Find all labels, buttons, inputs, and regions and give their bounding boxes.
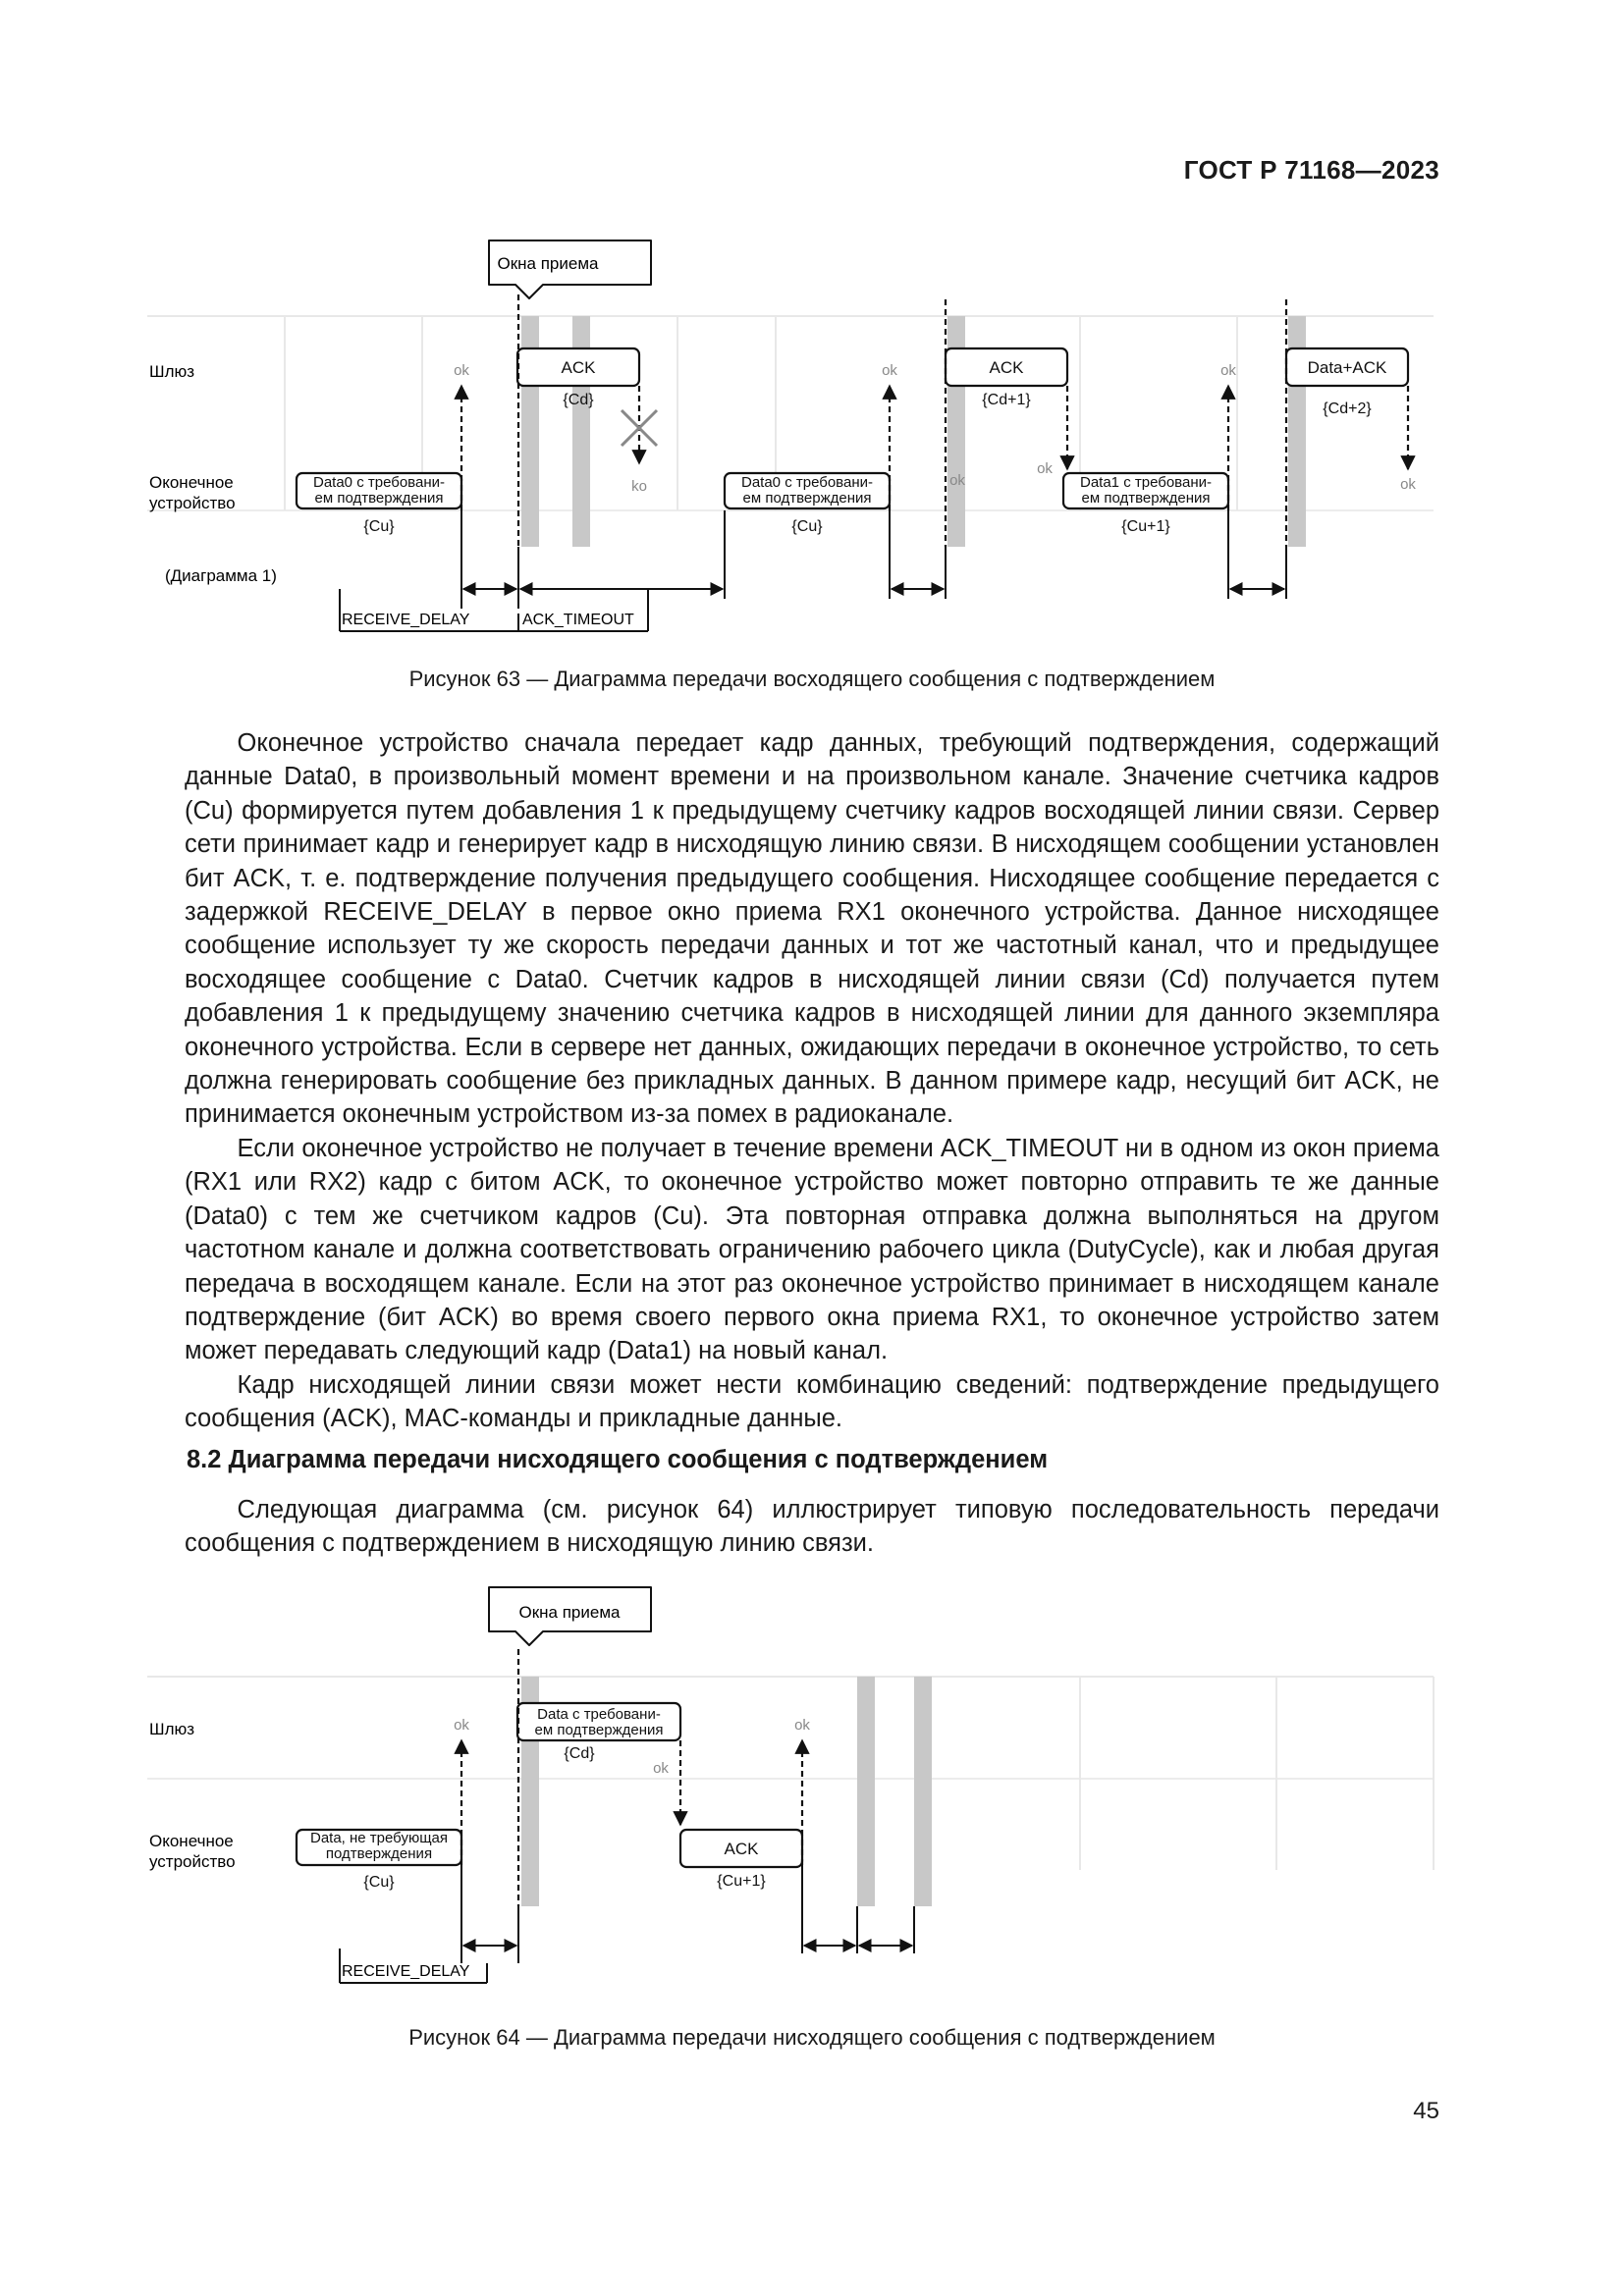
- data0-second-label-1: Data0 с требовани-: [741, 474, 873, 491]
- figure-64-diagram: [0, 1580, 1624, 1993]
- cu-label-2: {Cu}: [791, 518, 823, 535]
- lane-gateway-label-64: Шлюз: [149, 1720, 195, 1738]
- cu1-label: {Cu+1}: [1121, 518, 1170, 535]
- callout-receive-windows: [489, 240, 651, 298]
- receive-delay-label: RECEIVE_DELAY: [342, 612, 470, 628]
- cu-label-64: {Cu}: [363, 1874, 395, 1891]
- data-noack-label-1: Data, не требующая: [309, 1830, 449, 1846]
- data0-second-label-2: ем подтверждения: [742, 490, 872, 507]
- ok-label-64-1: ok: [454, 1717, 469, 1734]
- paragraph-2: Если оконечное устройство не получает в течение времени ACK_TIMEOUT ни в одном из окон приема (RX1 или RX2) кадр с битом ACK, то оконечное устройство может повторно отправить те же данные (Data0) с тем же счетчиком кадров (Cu). Эта повторная отправка должна выполняться на другом частотном канале и должна соответствовать ограничению рабочего цикла (DutyCycle), как и любая другая передача в восходящем канале. Если на этот раз оконечное устройство принимает в нисходящем канале подтверждение (бит ACK) во время своего первого окна приема RX1, то оконечное устройство затем может передавать следующий кадр (Data1) на новый канал.: [185, 1134, 1439, 1365]
- section-body: [185, 1493, 1439, 1561]
- ack-label-2: ACK: [989, 358, 1024, 377]
- cd-label-64: {Cd}: [564, 1745, 595, 1762]
- ok-label-6: ok: [1400, 476, 1416, 493]
- data-ack-label: Data+ACK: [1307, 358, 1387, 377]
- ack-timeout-label: ACK_TIMEOUT: [522, 612, 634, 628]
- diagram-label: (Диаграмма 1): [165, 566, 277, 585]
- ack-label-1: ACK: [561, 358, 596, 377]
- data-req-label-1: Data с требовани-: [537, 1706, 661, 1723]
- paragraph-1: Оконечное устройство сначала передает кадр данных, требующий подтверждения, содержащий данные Data0, в произвольный момент времени и на произвольном канале. Значение счетчика кадров (Cu) формируется путем добавления 1 к предыдущему счетчику кадров восходящей линии связи. Сервер сети принимает кадр и генерирует кадр в нисходящую линию связи. В нисходящем сообщении установлен бит ACK, т. е. подтверждение получения предыдущего сообщения. Нисходящее сообщение передается с задержкой RECEIVE_DELAY в первое окно приема RX1 оконечного устройства. Данное нисходящее сообщение использует ту же скорость передачи данных и тот же частотный канал, что и предыдущее восходящее сообщение с Data0. Счетчик кадров в нисходящей линии связи (Cd) получается путем добавления 1 к предыдущему значению счетчика кадров в нисходящей линии для данного экземпляра оконечного устройства. Если в сервере нет данных, ожидающих передачи в оконечное устройство, то сеть должна генерировать сообщение без прикладных данных. В данном примере кадр, несущий бит ACK, не принимается оконечным устройством из-за помех в радиоканале.: [185, 729, 1439, 1129]
- data-req-label-2: ем подтверждения: [534, 1722, 664, 1738]
- callout-text: Окна приема: [497, 254, 599, 273]
- section-paragraph: Следующая диаграмма (см. рисунок 64) иллюстрирует типовую последовательность передачи сообщения с подтверждением в нисходящую линию связи.: [185, 1496, 1439, 1558]
- figure-63-caption: Рисунок 63 — Диаграмма передачи восходящего сообщения с подтверждением: [408, 667, 1216, 691]
- data0-first-label-1: Data0 с требовани-: [313, 474, 445, 491]
- standard-header: ГОСТ Р 71168—2023: [1183, 155, 1439, 185]
- data-noack-label-2: подтверждения: [325, 1845, 433, 1862]
- cd1-label: {Cd+1}: [982, 392, 1031, 408]
- ok-label-3: ok: [949, 472, 965, 489]
- receive-delay-label-64: RECEIVE_DELAY: [342, 1963, 470, 1980]
- ko-label: ko: [631, 478, 647, 495]
- data0-first-label-2: ем подтверждения: [314, 490, 444, 507]
- figure-64-caption: Рисунок 64 — Диаграмма передачи нисходящего сообщения с подтверждением: [408, 2025, 1216, 2050]
- section-title: 8.2 Диаграмма передачи нисходящего сообщения с подтверждением: [187, 1446, 1049, 1473]
- lane-device-label-2: устройство: [149, 494, 236, 512]
- ok-label-2: ok: [882, 362, 897, 379]
- callout-text-64: Окна приема: [518, 1603, 621, 1622]
- page-number: 45: [1413, 2098, 1439, 2124]
- paragraph-3: Кадр нисходящей линии связи может нести комбинацию сведений: подтверждение предыдущего сообщения (ACK), MAC-команды и прикладные данные.: [185, 1370, 1439, 1433]
- body-text: [185, 726, 1439, 1436]
- ok-label-64-2: ok: [653, 1760, 669, 1777]
- cd2-label: {Cd+2}: [1323, 400, 1372, 417]
- ok-label-1: ok: [454, 362, 469, 379]
- callout-receive-windows-64: [489, 1587, 651, 1645]
- ok-label-64-3: ok: [794, 1717, 810, 1734]
- lane-device-label-64-2: устройство: [149, 1852, 236, 1871]
- data1-label-2: ем подтверждения: [1081, 490, 1211, 507]
- ok-label-5: ok: [1220, 362, 1236, 379]
- cu-label-1: {Cu}: [363, 518, 395, 535]
- cu1-label-64: {Cu+1}: [717, 1873, 766, 1890]
- data1-label-1: Data1 с требовани-: [1080, 474, 1212, 491]
- ack-label-64: ACK: [724, 1840, 759, 1858]
- figure-63-diagram: [0, 221, 1624, 643]
- lane-device-label-1: Оконечное: [149, 473, 234, 492]
- lane-gateway-label: Шлюз: [149, 362, 195, 381]
- lane-device-label-64-1: Оконечное: [149, 1832, 234, 1850]
- cd-label: {Cd}: [563, 392, 594, 408]
- ok-label-4: ok: [1037, 460, 1053, 477]
